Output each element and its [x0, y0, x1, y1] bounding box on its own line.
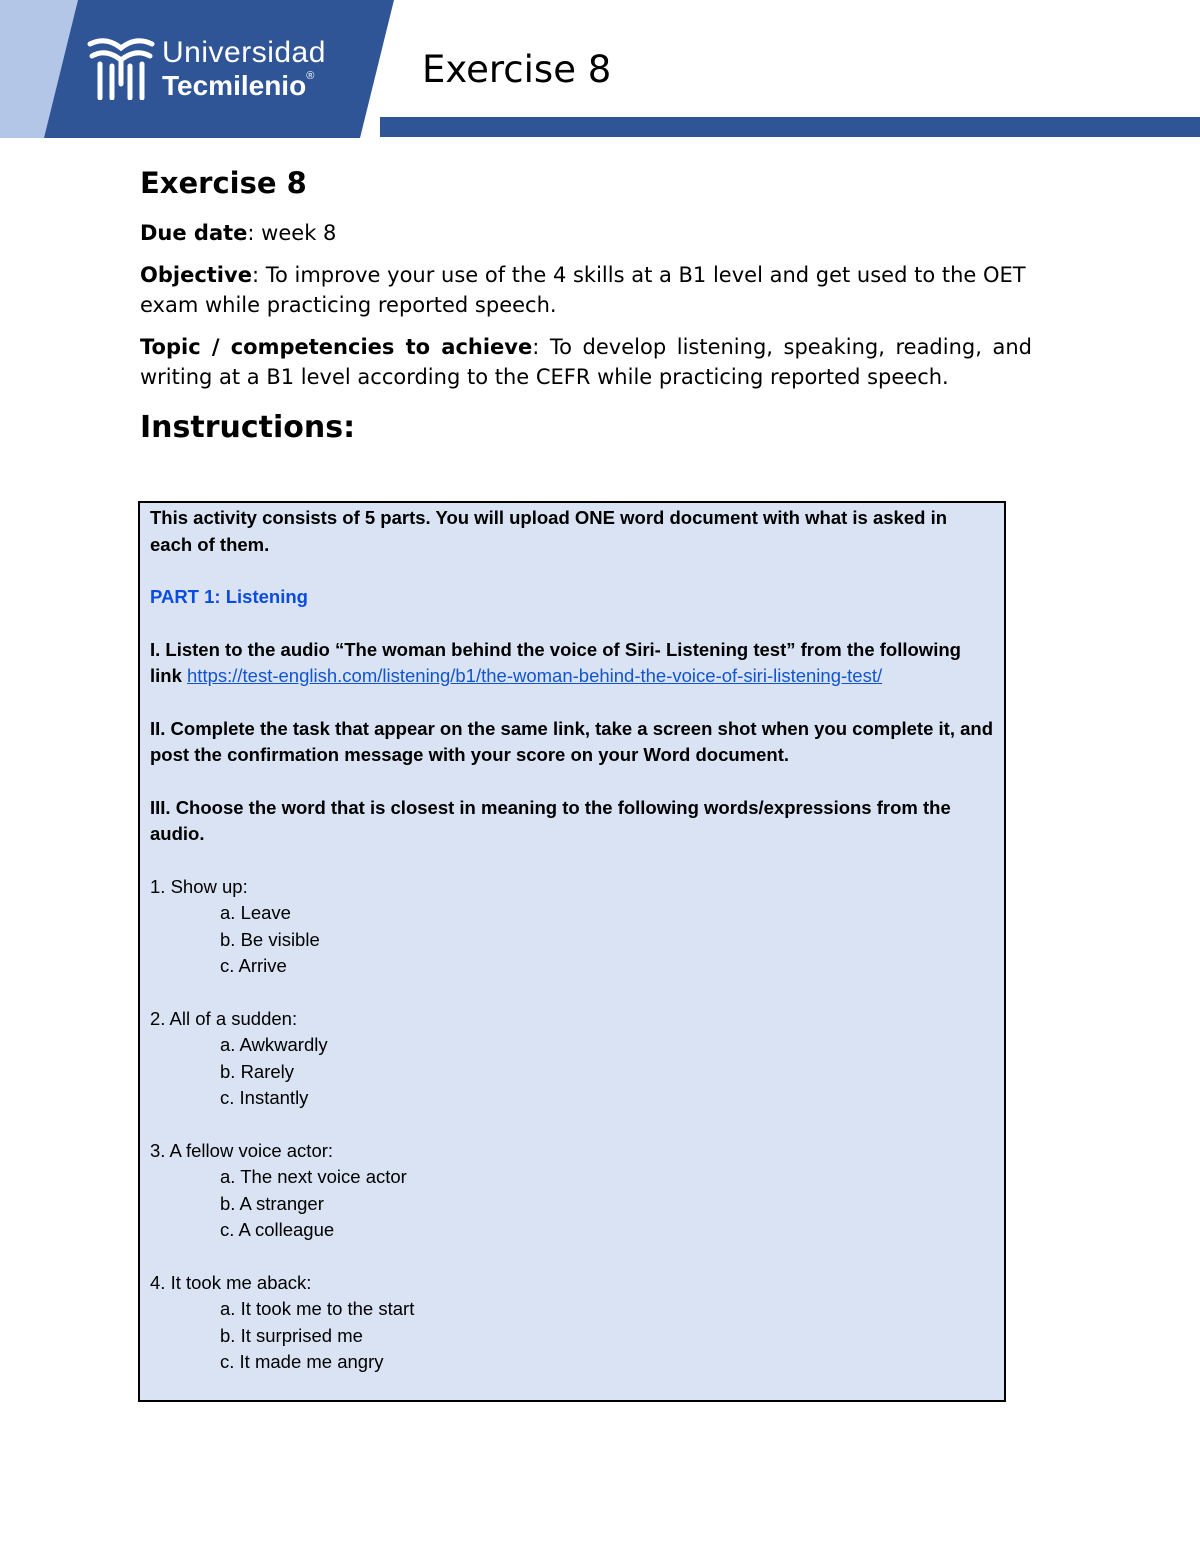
answer-option: b. A stranger — [220, 1192, 324, 1214]
due-date-label: Due date — [140, 221, 248, 245]
instructions-content — [150, 505, 993, 1402]
part-heading: PART 1: Listening — [150, 586, 308, 607]
answer-option: a. The next voice actor — [220, 1166, 407, 1187]
logo-text-universidad: Universidad — [162, 36, 326, 69]
step-3: III. Choose the word that is closest in meaning to the following words/expressions from the audio. — [150, 796, 951, 844]
question-2 — [150, 1006, 993, 1112]
question-prompt: 3. A fellow voice actor: — [150, 1139, 334, 1161]
answer-option: c. Arrive — [220, 955, 287, 976]
question-4 — [150, 1270, 993, 1376]
answer-option: c. It made me angry — [220, 1351, 384, 1372]
step-1 — [150, 637, 993, 690]
question-prompt: 1. Show up: — [150, 875, 248, 897]
logo-text-tecmilenio-word: Tecmilenio — [162, 70, 307, 101]
answer-option: b. Rarely — [220, 1060, 295, 1082]
objective-paragraph — [140, 260, 1032, 320]
question-prompt: 4. It took me aback: — [150, 1271, 312, 1293]
header-title: Exercise 8 — [422, 48, 612, 91]
logo-text-tecmilenio — [162, 70, 314, 102]
due-date-line — [140, 218, 1032, 248]
activity-intro: This activity consists of 5 parts. You will upload ONE word document with what is asked in each of them. — [150, 507, 948, 555]
topic-text: : To develop listening, speaking, reading, and writing at a B1 level according to the CEFR while practicing reported speech. — [140, 335, 1032, 389]
question-prompt: 2. All of a sudden: — [150, 1007, 298, 1029]
university-logo — [86, 34, 346, 104]
answer-option: a. It took me to the start — [220, 1298, 415, 1319]
answer-option: a. Leave — [220, 902, 291, 923]
answer-option: c. Instantly — [220, 1087, 309, 1108]
due-date-value: : week 8 — [247, 221, 337, 245]
answer-option: c. A colleague — [220, 1219, 335, 1240]
objective-label: Objective — [140, 263, 252, 287]
step-2: II. Complete the task that appear on the same link, take a screen shot when you complete it, and post the confirmation message with your score on your Word document. — [150, 717, 993, 765]
logo-registered-mark: ® — [306, 70, 315, 82]
document-body — [140, 166, 1032, 445]
answer-option: b. Be visible — [220, 928, 320, 950]
topic-label: Topic / competencies to achieve — [140, 335, 533, 359]
page-title: Exercise 8 — [140, 166, 307, 200]
answer-option: b. It surprised me — [220, 1324, 363, 1346]
instructions-heading: Instructions: — [140, 410, 356, 445]
topic-paragraph — [140, 332, 1032, 392]
objective-text: : To improve your use of the 4 skills at a B1 level and get used to the OET exam while practicing reported speech. — [140, 263, 1026, 317]
header-underline-bar — [380, 117, 1200, 137]
answer-option: a. Awkwardly — [220, 1034, 328, 1055]
instructions-box — [138, 501, 1006, 1402]
step-1-text: I. Listen to the audio “The woman behind the voice of Siri- Listening test” from the following link — [150, 638, 961, 686]
tecmilenio-logo-icon — [86, 34, 156, 100]
question-3 — [150, 1138, 993, 1244]
question-1 — [150, 874, 993, 980]
listening-test-link[interactable]: https://test-english.com/listening/b1/the-woman-behind-the-voice-of-siri-listening-test/ — [187, 665, 883, 686]
